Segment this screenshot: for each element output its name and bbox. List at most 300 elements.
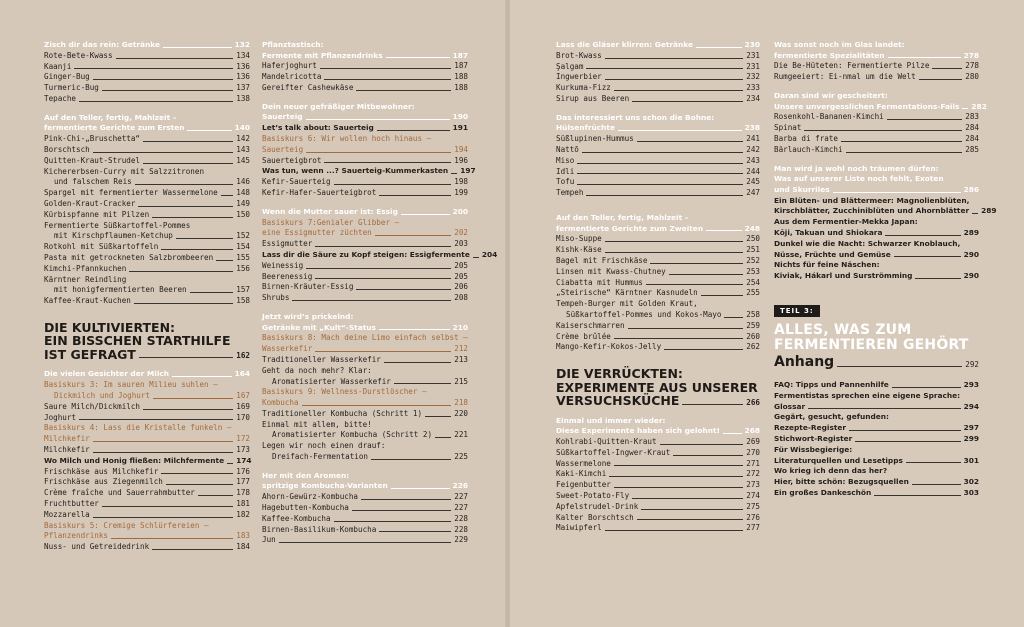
toc-entry-title: Kohlrabi-Quitten-Kraut (556, 437, 657, 446)
toc-entry-title: Fruchtbutter (44, 498, 99, 508)
toc-entry-title: Barba di frate (774, 133, 839, 143)
toc-entry-title: Sweet-Potato-Fly (556, 490, 630, 500)
page-number: 254 (746, 277, 760, 287)
toc-entry (262, 156, 468, 167)
toc-entry-title: Bagel mit Frischkäse (556, 255, 648, 265)
page-number: 252 (746, 255, 760, 265)
page-number: 205 (454, 271, 468, 281)
toc-entry (44, 264, 250, 275)
page-number: 302 (963, 477, 979, 487)
toc-entry (556, 437, 760, 448)
toc-entry-title: Auf den Teller, fertig, Mahlzeit – (44, 112, 177, 122)
toc-entry-title: Kaanji (44, 61, 72, 71)
toc-entry (262, 72, 468, 83)
toc-entry (556, 62, 760, 73)
page-number: 199 (454, 187, 468, 197)
page-number: 164 (234, 369, 250, 379)
page-number: 289 (981, 206, 997, 216)
toc-entry-title: Was auf unserer Liste noch fehlt, Exoten (774, 174, 944, 184)
page-number: 228 (454, 524, 468, 534)
toc-entry (774, 412, 979, 423)
toc-entry-title: Basiskurs 6: Wir wollen hoch hinaus – (262, 133, 432, 143)
toc-entry (262, 145, 468, 156)
toc-entry-title: fermentierte Gerichte zum Zweiten (556, 223, 704, 233)
toc-entry-title: Turmeric-Bug (44, 83, 99, 93)
toc-entry-title: Kalter Borschtsch (556, 512, 634, 522)
toc-entry-title: Haferjoghurt (262, 61, 317, 71)
toc-entry (44, 134, 250, 145)
page-number: 293 (963, 379, 979, 389)
page-number: 299 (963, 433, 979, 443)
page-number: 132 (234, 40, 250, 49)
toc-entry-title: Linsen mit Kwass-Chutney (556, 266, 666, 276)
toc-entry-title: Mozzarella (44, 509, 90, 519)
toc-entry-title: Basiskurs 4: Lass die Kristalle funkeln – (44, 423, 232, 433)
page-number: 178 (236, 488, 250, 498)
page-number: 190 (452, 112, 468, 122)
toc-column-3 (556, 40, 760, 534)
toc-entry (774, 51, 979, 62)
toc-entry-title: Miso (556, 155, 575, 165)
page-number: 205 (454, 260, 468, 270)
toc-entry (774, 434, 979, 445)
toc-entry (262, 249, 498, 261)
page-number: 272 (746, 469, 760, 479)
toc-column-4 (774, 40, 997, 499)
toc-entry-title: Saure Milch/Dickmilch (44, 401, 141, 411)
toc-entry-title: Daran sind wir gescheitert: (774, 90, 888, 100)
toc-entry-title: Rotkohl mit Süßkartoffeln (44, 242, 159, 252)
toc-entry-title: Pasta mit getrockneten Salzbrombeeren (44, 252, 214, 262)
toc-entry-title: eine Essigmutter züchten (262, 228, 372, 238)
page-number: 278 (965, 61, 979, 71)
part3-title-line-1: ALLES, WAS ZUM (774, 321, 912, 338)
page-number: 203 (454, 239, 468, 249)
page-number: 294 (963, 401, 979, 411)
section-heading-line: VERSUCHSKÜCHE (556, 393, 680, 409)
toc-entry-title: Bärlauch-Kimchi (774, 144, 843, 154)
toc-entry-title: Ein großes Dankeschön (774, 487, 872, 497)
toc-entry-title: fermentierte Gerichte zum Ersten (44, 123, 185, 133)
toc-entry-title: Rote-Bete-Kwass (44, 50, 113, 60)
toc-entry-title: Süßkartoffel-Ingwer-Kraut (556, 447, 671, 457)
toc-entry (262, 134, 468, 145)
toc-entry (262, 535, 468, 546)
toc-entry (774, 228, 979, 239)
page-number: 157 (236, 285, 250, 295)
toc-entry-title: Einmal mit allem, bitte! (262, 419, 372, 429)
toc-entry (262, 83, 468, 94)
page-number: 280 (965, 72, 979, 82)
page-number: 218 (454, 398, 468, 408)
toc-entry (556, 310, 760, 321)
toc-entry (556, 523, 760, 534)
toc-entry (262, 312, 468, 323)
toc-entry (262, 430, 468, 441)
page-number: 143 (236, 144, 250, 154)
toc-entry (556, 448, 760, 459)
toc-entry (44, 221, 250, 232)
page-number: 145 (236, 155, 250, 165)
toc-entry-title: Unsere unvergesslichen Fermentations-Fails (774, 101, 960, 111)
toc-entry-title: Rosenkohl-Bananen-Kimchi (774, 112, 884, 122)
toc-entry-title: Wasserkefir (262, 344, 313, 354)
left-page (0, 0, 506, 627)
toc-entry (262, 177, 468, 188)
page-number: 215 (454, 376, 468, 386)
section-heading (44, 321, 250, 362)
toc-entry-title: Kefir-Sauerteig (262, 177, 331, 187)
page-number: 136 (236, 61, 250, 71)
toc-entry-title: Kōji, Takuan und Shiokara (774, 227, 883, 237)
toc-entry (556, 321, 760, 332)
toc-entry-title: Kombucha (262, 398, 299, 408)
page-number: 269 (746, 437, 760, 446)
page-number: 191 (452, 123, 468, 133)
page-number: 271 (746, 458, 760, 468)
toc-entry-title: Sauerteig (262, 112, 303, 122)
page-number: 266 (746, 397, 760, 407)
toc-entry (44, 477, 250, 488)
toc-entry (44, 488, 250, 499)
toc-entry (44, 531, 250, 542)
page-number: 228 (454, 513, 468, 523)
page-number: 277 (746, 523, 760, 533)
toc-entry-title: Gegärt, gesucht, gefunden: (774, 412, 889, 422)
toc-entry-title: Hier, bitte schön: Bezugsquellen (774, 477, 909, 487)
page-number: 247 (746, 188, 760, 198)
page-number: 208 (454, 293, 468, 303)
toc-entry (774, 185, 979, 196)
toc-entry (556, 40, 760, 51)
toc-entry (44, 434, 250, 445)
toc-entry-title: Man wird ja wohl noch träumen dürfen: (774, 163, 939, 173)
toc-entry-title: Kirschblätter, Zucchiniblüten und Ahornblätter (774, 206, 970, 216)
toc-entry (44, 242, 250, 253)
toc-entry (262, 441, 468, 452)
toc-entry-title: Aromatisierter Kombucha (Schritt 2) (272, 430, 433, 440)
toc-entry-title: Dunkel wie die Nacht: Schwarzer Knoblauch, (774, 238, 961, 248)
page-number: 156 (236, 263, 250, 273)
page-number: 194 (454, 144, 468, 154)
toc-entry (556, 299, 760, 310)
toc-entry-title: Das interessiert uns schon die Bohne: (556, 112, 715, 122)
page-number: 148 (236, 188, 250, 198)
toc-entry (556, 156, 760, 167)
page-number: 285 (965, 144, 979, 154)
toc-entry (44, 123, 250, 134)
page-number: 245 (746, 177, 760, 187)
toc-entry (556, 123, 760, 134)
section-heading-line: DIE KULTIVIERTEN: (44, 319, 176, 335)
toc-entry (44, 253, 250, 264)
page-number: 253 (746, 266, 760, 276)
toc-entry-title: Frischkäse aus Milchkefir (44, 466, 159, 476)
toc-entry (556, 256, 760, 267)
page-number: 187 (454, 61, 468, 71)
section-heading (556, 367, 760, 408)
page-number: 268 (744, 426, 760, 436)
toc-entry-title: Aromatisierter Wasserkefir (272, 376, 391, 386)
toc-entry (262, 293, 468, 304)
toc-entry (44, 167, 250, 178)
toc-entry (262, 218, 468, 229)
toc-entry (44, 391, 250, 402)
toc-column-2 (262, 40, 498, 546)
section-heading-line: IST GEFRAGT (44, 346, 136, 362)
toc-entry (262, 112, 468, 123)
toc-entry (262, 61, 468, 72)
toc-entry (262, 514, 468, 525)
toc-entry (262, 471, 468, 482)
toc-entry (556, 167, 760, 178)
toc-entry-title: FAQ: Tipps und Pannenhilfe (774, 379, 889, 389)
toc-entry (262, 272, 468, 283)
page-number: 303 (963, 487, 979, 497)
toc-entry-title: Kaki-Kimchi (556, 469, 607, 479)
page-number: 244 (746, 166, 760, 176)
toc-entry (556, 332, 760, 343)
toc-entry-title: Fermentistas sprechen eine eigene Sprache: (774, 390, 961, 400)
toc-entry (44, 402, 250, 413)
toc-entry-title: Essigmutter (262, 239, 313, 249)
toc-entry-title: Stichwort-Register (774, 433, 853, 443)
toc-entry-title: Kichererbsen-Curry mit Salzzitronen (44, 166, 205, 176)
toc-entry (262, 40, 468, 51)
toc-entry-title: Jetzt wird’s prickelnd: (262, 311, 354, 321)
page-number: 274 (746, 490, 760, 500)
page-number: 297 (963, 423, 979, 433)
toc-entry-title: Zisch dir das rein: Getränke (44, 40, 161, 49)
toc-entry-title: Pink-Chi-„Bruschetta“ (44, 134, 141, 144)
toc-entry (774, 123, 979, 134)
toc-entry-title: Kürbispfanne mit Pilzen (44, 209, 150, 219)
toc-entry-title: Was tun, wenn ...? Sauerteig-Kummerkasten (262, 166, 449, 176)
toc-entry-title: Kefir-Hafer-Sauerteigbrot (262, 187, 377, 197)
toc-entry (556, 94, 760, 105)
toc-entry (262, 123, 468, 134)
toc-entry-title: Maiwipferl (556, 523, 602, 533)
toc-entry-title: Kiviak, Hákarl und Surströmming (774, 271, 913, 281)
page-number: 173 (236, 445, 250, 454)
toc-entry-title: Basiskurs 8: Mach deine Limo einfach selbst – (262, 333, 468, 343)
toc-entry (556, 134, 760, 145)
page-number: 188 (454, 82, 468, 92)
toc-entry-title: Kaffee-Kombucha (262, 513, 331, 523)
toc-entry (556, 72, 760, 83)
toc-entry-title: Ahorn-Gewürz-Kombucha (262, 492, 359, 502)
toc-entry-title: Brot-Kwass (556, 50, 602, 60)
toc-entry (774, 91, 979, 102)
toc-entry-title: Shrubs (262, 293, 290, 303)
page-number: 238 (744, 123, 760, 133)
page-number: 206 (454, 282, 468, 292)
toc-entry (556, 145, 760, 156)
toc-entry (774, 112, 979, 123)
toc-entry (774, 391, 979, 402)
toc-entry (262, 387, 468, 398)
page-number: 188 (454, 72, 468, 82)
page-number: 227 (454, 503, 468, 513)
toc-entry (774, 164, 979, 175)
page-number: 210 (452, 322, 468, 332)
toc-entry (774, 61, 979, 72)
toc-entry-title: Süßlupinen-Hummus (556, 134, 634, 144)
page-number: 177 (236, 477, 250, 487)
toc-entry-title: Kimchi-Pfannkuchen (44, 263, 127, 273)
toc-entry (44, 72, 250, 83)
page-number: 284 (965, 133, 979, 143)
page-number: 283 (965, 112, 979, 122)
toc-entry (774, 217, 979, 228)
toc-entry-title: Tempeh (556, 188, 584, 198)
toc-entry-title: Milchkefir (44, 434, 90, 444)
page-number: 301 (963, 455, 979, 465)
page-number: 181 (236, 498, 250, 508)
toc-entry-title: „Steirische“ Kärntner Kasnudeln (556, 288, 698, 298)
toc-entry (44, 177, 250, 188)
toc-entry-title: Spargel mit fermentierter Wassermelone (44, 188, 218, 198)
page-number: 182 (236, 509, 250, 519)
toc-entry (556, 83, 760, 94)
toc-entry (44, 40, 250, 51)
toc-entry-title: Legen wir noch einen drauf: (262, 441, 386, 451)
toc-entry (556, 426, 760, 437)
toc-entry (774, 456, 979, 467)
page-number: 232 (746, 72, 760, 82)
page-number: 167 (236, 391, 250, 401)
toc-entry-title: Fermentierte Süßkartoffel-Pommes (44, 220, 191, 230)
toc-entry-title: Dreifach-Fermentation (272, 452, 369, 462)
toc-entry-title: Sauerteigbrot (262, 155, 322, 165)
toc-entry-title: Wo krieg ich denn das her? (774, 466, 888, 476)
page-number: 138 (236, 93, 250, 103)
toc-entry-title: Her mit den Aromen: (262, 470, 350, 480)
toc-column-1 (44, 40, 250, 553)
page-number: 241 (746, 134, 760, 144)
page-number: 200 (452, 206, 468, 216)
page-number: 137 (236, 83, 250, 93)
toc-entry-title: Nüsse, Früchte und Gemüse (774, 249, 891, 259)
toc-entry-title: Quitten-Kraut-Strudel (44, 155, 141, 165)
toc-entry-title: Kärntner Reindling (44, 274, 127, 284)
toc-entry-title: Crème fraîche und Sauerrahmbutter (44, 488, 195, 498)
part3-title-line-2: FERMENTIEREN GEHÖRT (774, 337, 969, 354)
toc-entry (262, 323, 468, 334)
page-number: 198 (454, 177, 468, 187)
toc-entry (262, 102, 468, 113)
toc-entry-title: Literaturquellen und Lesetipps (774, 455, 903, 465)
page-number: 230 (744, 40, 760, 49)
page-number: 251 (746, 245, 760, 255)
toc-entry (262, 409, 468, 420)
page-number: 278 (963, 50, 979, 60)
toc-entry-title: fermentierte Spezialitäten (774, 50, 885, 60)
page-number: 197 (460, 166, 476, 176)
page-number: 225 (454, 452, 468, 462)
page-number: 204 (481, 249, 498, 259)
page-number: 155 (236, 252, 250, 262)
section-heading-line: DIE VERRÜCKTEN: (556, 366, 683, 382)
toc-entry (262, 503, 468, 514)
toc-entry-title: Kaffee-Kraut-Kuchen (44, 296, 131, 306)
toc-entry-title: Geht da noch mehr? Klar: (262, 365, 372, 375)
toc-entry (44, 231, 250, 242)
toc-entry-title: Auf den Teller, fertig, Mahlzeit – (556, 212, 689, 222)
toc-entry-title: Spinat (774, 123, 802, 133)
toc-entry (44, 521, 250, 532)
toc-entry (556, 459, 760, 470)
toc-entry (774, 271, 979, 282)
page-number: 149 (236, 198, 250, 208)
page-number: 196 (454, 155, 468, 165)
page-number: 231 (746, 50, 760, 60)
toc-entry (556, 113, 760, 124)
page-number: 229 (454, 535, 468, 545)
toc-entry (556, 288, 760, 299)
toc-entry (774, 196, 979, 207)
toc-entry-title: Pflanzendrinks (44, 531, 109, 541)
toc-entry (556, 267, 760, 278)
toc-entry-title: Joghurt (44, 412, 77, 422)
toc-entry-title: Dein neuer gefräßiger Mitbewohner: (262, 101, 415, 111)
toc-entry-title: Şalgam (556, 61, 584, 71)
toc-entry-title: Idli (556, 166, 575, 176)
toc-entry (262, 481, 468, 492)
toc-entry (556, 342, 760, 353)
toc-entry-title: Hagebutten-Kombucha (262, 503, 349, 513)
toc-entry-title: Einmal und immer wieder: (556, 415, 666, 425)
page-number: 184 (236, 542, 250, 552)
toc-entry (262, 261, 468, 272)
toc-entry-title: und falschem Reis (54, 177, 132, 187)
page-number: 273 (746, 480, 760, 490)
toc-entry-title: Kishk-Käse (556, 245, 602, 255)
toc-entry (262, 398, 468, 409)
toc-entry-title: Golden-Kraut-Cracker (44, 198, 136, 208)
page-number: 221 (454, 430, 468, 440)
toc-entry-title: Für Wissbegierige: (774, 444, 853, 454)
toc-entry-title: Birnen-Kräuter-Essig (262, 282, 354, 292)
page-number: 154 (236, 242, 250, 252)
toc-entry (44, 188, 250, 199)
toc-entry (774, 380, 979, 391)
toc-entry (262, 492, 468, 503)
toc-entry (262, 282, 468, 293)
page-number: 174 (236, 455, 252, 465)
toc-entry-title: Basiskurs 9: Wellness-Durstlöscher – (262, 387, 427, 397)
toc-entry (44, 369, 250, 380)
toc-entry-title: Nuss- und Getreidedrink (44, 542, 150, 552)
page-number: 255 (746, 288, 760, 298)
page-number: 187 (452, 50, 468, 60)
part3-block (774, 298, 979, 370)
toc-entry (556, 224, 760, 235)
toc-entry (774, 239, 979, 250)
toc-entry-title: Apfelstrudel-Drink (556, 501, 639, 511)
toc-entry (774, 260, 979, 271)
toc-entry-title: Milchkefir (44, 445, 90, 454)
toc-entry (44, 210, 250, 221)
toc-entry (262, 452, 468, 463)
toc-entry-title: Basiskurs 3: Im sauren Milieu suhlen – (44, 380, 218, 390)
toc-entry-title: Kaiserschmarren (556, 320, 625, 330)
toc-entry (556, 234, 760, 245)
toc-entry-title: Pflanztastisch: (262, 40, 324, 49)
toc-entry (774, 101, 987, 113)
toc-entry-title: Jun (262, 535, 276, 545)
toc-entry-title: Ginger-Bug (44, 72, 90, 82)
